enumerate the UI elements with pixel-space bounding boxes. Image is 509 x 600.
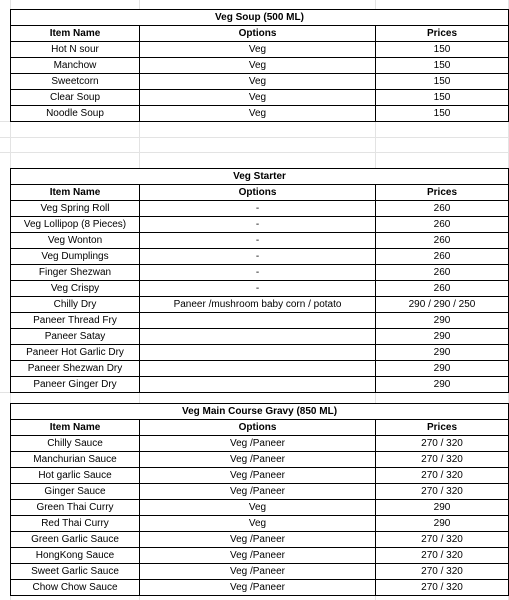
cell-options[interactable]: Veg /Paneer [140, 484, 376, 500]
cell-options[interactable]: - [140, 281, 376, 297]
table-row [11, 90, 509, 106]
cell-options[interactable]: Veg /Paneer [140, 548, 376, 564]
cell-options[interactable]: - [140, 217, 376, 233]
header-options[interactable]: Options [140, 185, 376, 201]
table-row [11, 452, 509, 468]
cell-options[interactable]: Veg [140, 58, 376, 74]
cell-item[interactable]: Veg Wonton [11, 233, 140, 249]
section-title[interactable]: Veg Soup (500 ML) [11, 10, 509, 26]
cell-price[interactable]: 260 [376, 249, 509, 265]
cell-options[interactable]: Veg /Paneer [140, 436, 376, 452]
cell-item[interactable]: Paneer Shezwan Dry [11, 361, 140, 377]
cell-price[interactable]: 260 [376, 233, 509, 249]
cell-price[interactable]: 290 [376, 313, 509, 329]
cell-item[interactable]: Veg Dumplings [11, 249, 140, 265]
cell-price[interactable]: 260 [376, 265, 509, 281]
cell-options[interactable]: - [140, 233, 376, 249]
section-title[interactable]: Veg Main Course Gravy (850 ML) [11, 404, 509, 420]
cell-price[interactable]: 150 [376, 90, 509, 106]
cell-item[interactable]: Manchow [11, 58, 140, 74]
cell-item[interactable]: Chow Chow Sauce [11, 580, 140, 596]
cell-options[interactable]: Veg /Paneer [140, 580, 376, 596]
menu-table [10, 403, 509, 596]
cell-item[interactable]: Hot N sour [11, 42, 140, 58]
table-row [11, 436, 509, 452]
cell-price[interactable]: 270 / 320 [376, 468, 509, 484]
cell-price[interactable]: 260 [376, 217, 509, 233]
cell-options[interactable]: Veg [140, 42, 376, 58]
cell-item[interactable]: Finger Shezwan [11, 265, 140, 281]
header-options[interactable]: Options [140, 420, 376, 436]
cell-item[interactable]: Paneer Hot Garlic Dry [11, 345, 140, 361]
table-row [11, 329, 509, 345]
cell-options[interactable]: Veg [140, 500, 376, 516]
table-row [11, 74, 509, 90]
cell-item[interactable]: Paneer Satay [11, 329, 140, 345]
cell-options[interactable] [140, 345, 376, 361]
table-row [11, 500, 509, 516]
cell-price[interactable]: 290 [376, 345, 509, 361]
cell-item[interactable]: Ginger Sauce [11, 484, 140, 500]
cell-options[interactable]: Veg /Paneer [140, 452, 376, 468]
grid-line [0, 152, 509, 153]
cell-price[interactable]: 270 / 320 [376, 580, 509, 596]
table-row [11, 249, 509, 265]
cell-item[interactable]: HongKong Sauce [11, 548, 140, 564]
cell-price[interactable]: 270 / 320 [376, 532, 509, 548]
cell-options[interactable]: Paneer /mushroom baby corn / potato [140, 297, 376, 313]
menu-section-veg-main-course-gravy [10, 403, 508, 596]
cell-item[interactable]: Chilly Sauce [11, 436, 140, 452]
cell-item[interactable]: Paneer Ginger Dry [11, 377, 140, 393]
cell-options[interactable] [140, 361, 376, 377]
cell-item[interactable]: Hot garlic Sauce [11, 468, 140, 484]
table-row [11, 377, 509, 393]
header-prices[interactable]: Prices [376, 420, 509, 436]
cell-item[interactable]: Manchurian Sauce [11, 452, 140, 468]
header-item-name[interactable]: Item Name [11, 26, 140, 42]
cell-item[interactable]: Clear Soup [11, 90, 140, 106]
table-row [11, 58, 509, 74]
table-row [11, 297, 509, 313]
cell-options[interactable]: - [140, 249, 376, 265]
table-row [11, 564, 509, 580]
table-row [11, 106, 509, 122]
table-row [11, 217, 509, 233]
cell-price[interactable]: 290 [376, 500, 509, 516]
cell-price[interactable]: 150 [376, 106, 509, 122]
table-row [11, 42, 509, 58]
cell-options[interactable] [140, 329, 376, 345]
cell-options[interactable]: Veg /Paneer [140, 468, 376, 484]
cell-item[interactable]: Sweet Garlic Sauce [11, 564, 140, 580]
cell-item[interactable]: Green Garlic Sauce [11, 532, 140, 548]
cell-item[interactable]: Sweetcorn [11, 74, 140, 90]
table-row [11, 313, 509, 329]
table-row [11, 345, 509, 361]
cell-options[interactable]: Veg /Paneer [140, 564, 376, 580]
table-row [11, 201, 509, 217]
cell-price[interactable]: 290 [376, 329, 509, 345]
table-row [11, 516, 509, 532]
table-row [11, 548, 509, 564]
cell-item[interactable]: Noodle Soup [11, 106, 140, 122]
cell-price[interactable]: 150 [376, 74, 509, 90]
cell-options[interactable]: Veg [140, 106, 376, 122]
cell-item[interactable]: Red Thai Curry [11, 516, 140, 532]
cell-options[interactable] [140, 313, 376, 329]
header-prices[interactable]: Prices [376, 185, 509, 201]
table-row [11, 532, 509, 548]
cell-price[interactable]: 270 / 320 [376, 484, 509, 500]
cell-options[interactable] [140, 377, 376, 393]
cell-price[interactable]: 150 [376, 58, 509, 74]
menu-section-veg-soup [10, 9, 508, 122]
table-row [11, 580, 509, 596]
menu-table [10, 9, 509, 122]
menu-section-veg-starter [10, 168, 508, 393]
grid-line [0, 137, 509, 138]
cell-price[interactable]: 270 / 320 [376, 452, 509, 468]
cell-item[interactable]: Veg Spring Roll [11, 201, 140, 217]
table-row [11, 361, 509, 377]
cell-price[interactable]: 290 [376, 361, 509, 377]
cell-price[interactable]: 290 / 290 / 250 [376, 297, 509, 313]
cell-item[interactable]: Green Thai Curry [11, 500, 140, 516]
cell-item[interactable]: Chilly Dry [11, 297, 140, 313]
cell-price[interactable]: 270 / 320 [376, 564, 509, 580]
cell-item[interactable]: Paneer Thread Fry [11, 313, 140, 329]
cell-price[interactable]: 290 [376, 516, 509, 532]
cell-price[interactable]: 260 [376, 281, 509, 297]
table-row [11, 468, 509, 484]
cell-options[interactable]: Veg [140, 90, 376, 106]
cell-price[interactable]: 260 [376, 201, 509, 217]
cell-price[interactable]: 270 / 320 [376, 548, 509, 564]
cell-price[interactable]: 150 [376, 42, 509, 58]
header-options[interactable]: Options [140, 26, 376, 42]
table-row [11, 265, 509, 281]
cell-options[interactable]: Veg [140, 74, 376, 90]
header-item-name[interactable]: Item Name [11, 185, 140, 201]
cell-options[interactable]: - [140, 201, 376, 217]
cell-options[interactable]: Veg /Paneer [140, 532, 376, 548]
header-prices[interactable]: Prices [376, 26, 509, 42]
cell-item[interactable]: Veg Crispy [11, 281, 140, 297]
menu-table [10, 168, 509, 393]
header-item-name[interactable]: Item Name [11, 420, 140, 436]
section-title[interactable]: Veg Starter [11, 169, 509, 185]
cell-price[interactable]: 270 / 320 [376, 436, 509, 452]
cell-options[interactable]: - [140, 265, 376, 281]
cell-options[interactable]: Veg [140, 516, 376, 532]
table-row [11, 233, 509, 249]
table-row [11, 281, 509, 297]
cell-price[interactable]: 290 [376, 377, 509, 393]
table-row [11, 484, 509, 500]
cell-item[interactable]: Veg Lollipop (8 Pieces) [11, 217, 140, 233]
